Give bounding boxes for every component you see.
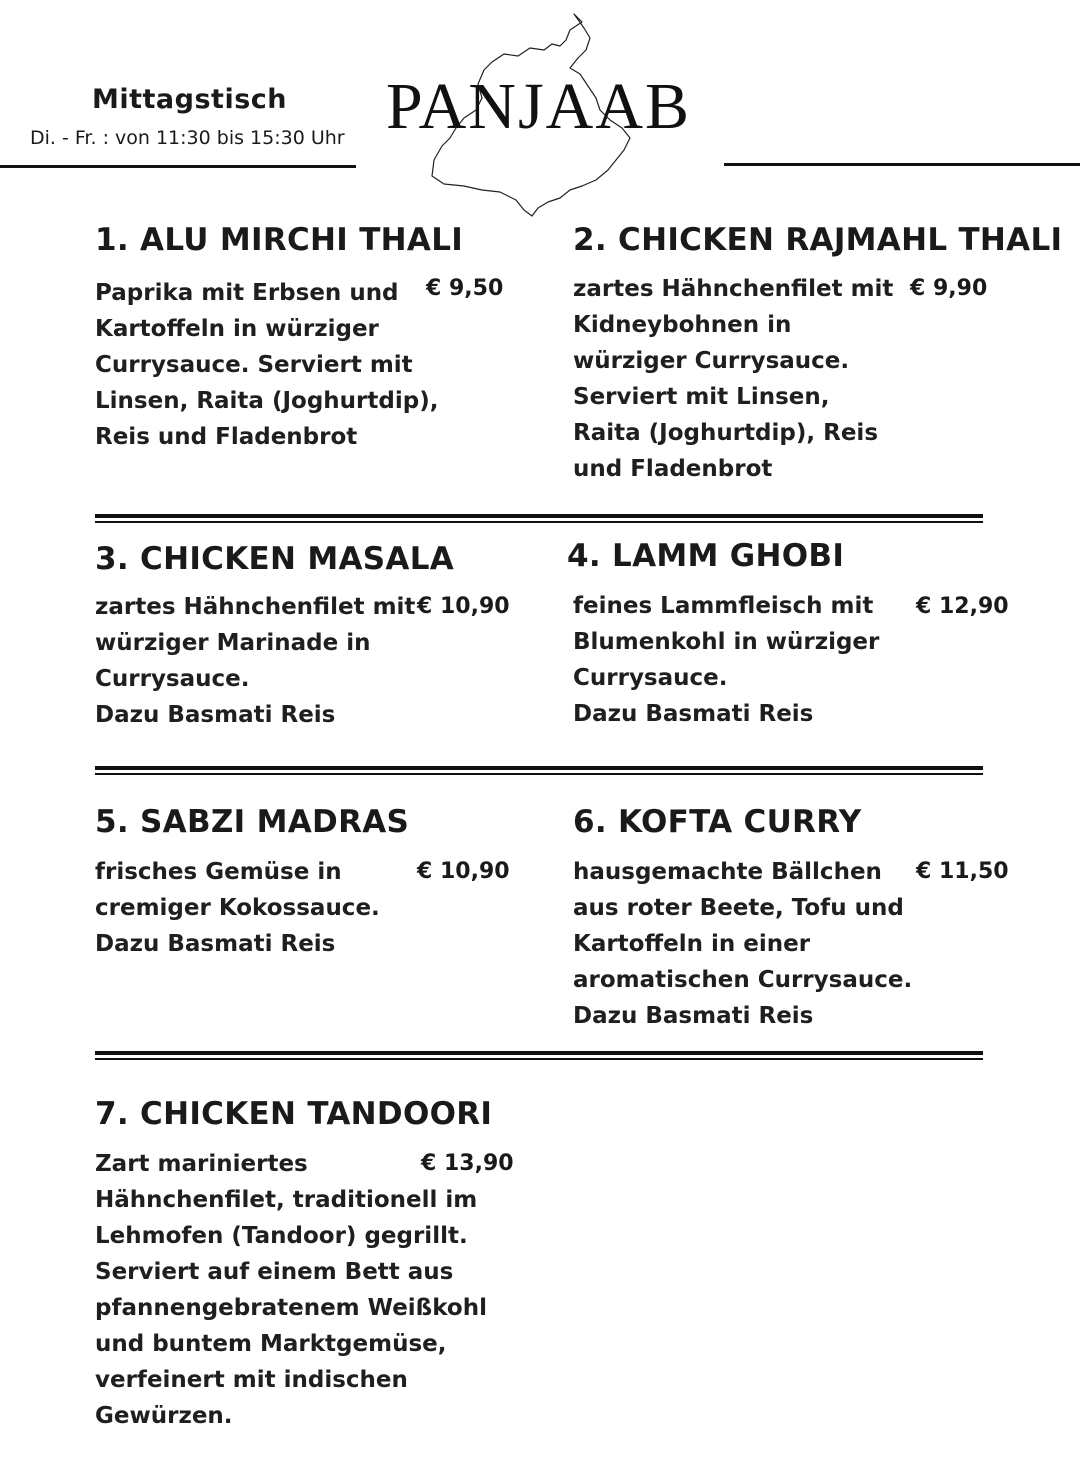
header-rule-right [724, 163, 1080, 166]
section-divider [95, 766, 983, 776]
dish-4-price: € 12,90 [916, 594, 1009, 619]
dish-4-title: 4. LAMM GHOBI [567, 538, 845, 574]
dish-2-price: € 9,90 [910, 276, 988, 301]
dish-5-price: € 10,90 [417, 859, 510, 884]
dish-6-title: 6. KOFTA CURRY [573, 804, 862, 840]
section-divider [95, 1051, 983, 1061]
brand-logo-text: PANJAAB [386, 70, 692, 143]
dish-1-description: Paprika mit Erbsen und Kartoffeln in würziger Currysauce. Serviert mit Linsen, Raita (Joghurtdip), Reis und Fladenbrot [95, 280, 439, 450]
dish-7-title: 7. CHICKEN TANDOORI [95, 1096, 493, 1132]
dish-1-title: 1. ALU MIRCHI THALI [95, 222, 464, 258]
dish-7-price: € 13,90 [421, 1151, 514, 1176]
section-divider [95, 514, 983, 524]
dish-7-description: Zart mariniertes Hähnchenfilet, traditionell im Lehmofen (Tandoor) gegrillt. Serviert auf einem Bett aus pfannengebratenem Weißkohl und buntem Marktgemüse, verfeinert mit indischen Gewürzen. [95, 1151, 487, 1429]
header-rule-left [0, 165, 356, 168]
dish-2-description: zartes Hähnchenfilet mit Kidneybohnen in würziger Currysauce. Serviert mit Linsen, Raita (Joghurtdip), Reis und Fladenbrot [573, 276, 894, 482]
opening-hours: Di. - Fr. : von 11:30 bis 15:30 Uhr [30, 127, 345, 149]
dish-5-description: frisches Gemüse in cremiger Kokossauce. Dazu Basmati Reis [95, 859, 380, 957]
dish-1-price: € 9,50 [426, 276, 504, 301]
dish-3-price: € 10,90 [417, 594, 510, 619]
dish-5-title: 5. SABZI MADRAS [95, 804, 410, 840]
dish-4-description: feines Lammfleisch mit Blumenkohl in würziger Currysauce. Dazu Basmati Reis [573, 593, 880, 727]
dish-6-price: € 11,50 [916, 859, 1009, 884]
dish-3-title: 3. CHICKEN MASALA [95, 541, 455, 577]
dish-2-title: 2. CHICKEN RAJMAHL THALI [573, 222, 1063, 258]
dish-3-description: zartes Hähnchenfilet mit würziger Marinade in Currysauce. Dazu Basmati Reis [95, 594, 416, 728]
lunch-heading: Mittagstisch [92, 84, 288, 115]
dish-6-description: hausgemachte Bällchen aus roter Beete, Tofu und Kartoffeln in einer aromatischen Currysauce. Dazu Basmati Reis [573, 859, 913, 1029]
